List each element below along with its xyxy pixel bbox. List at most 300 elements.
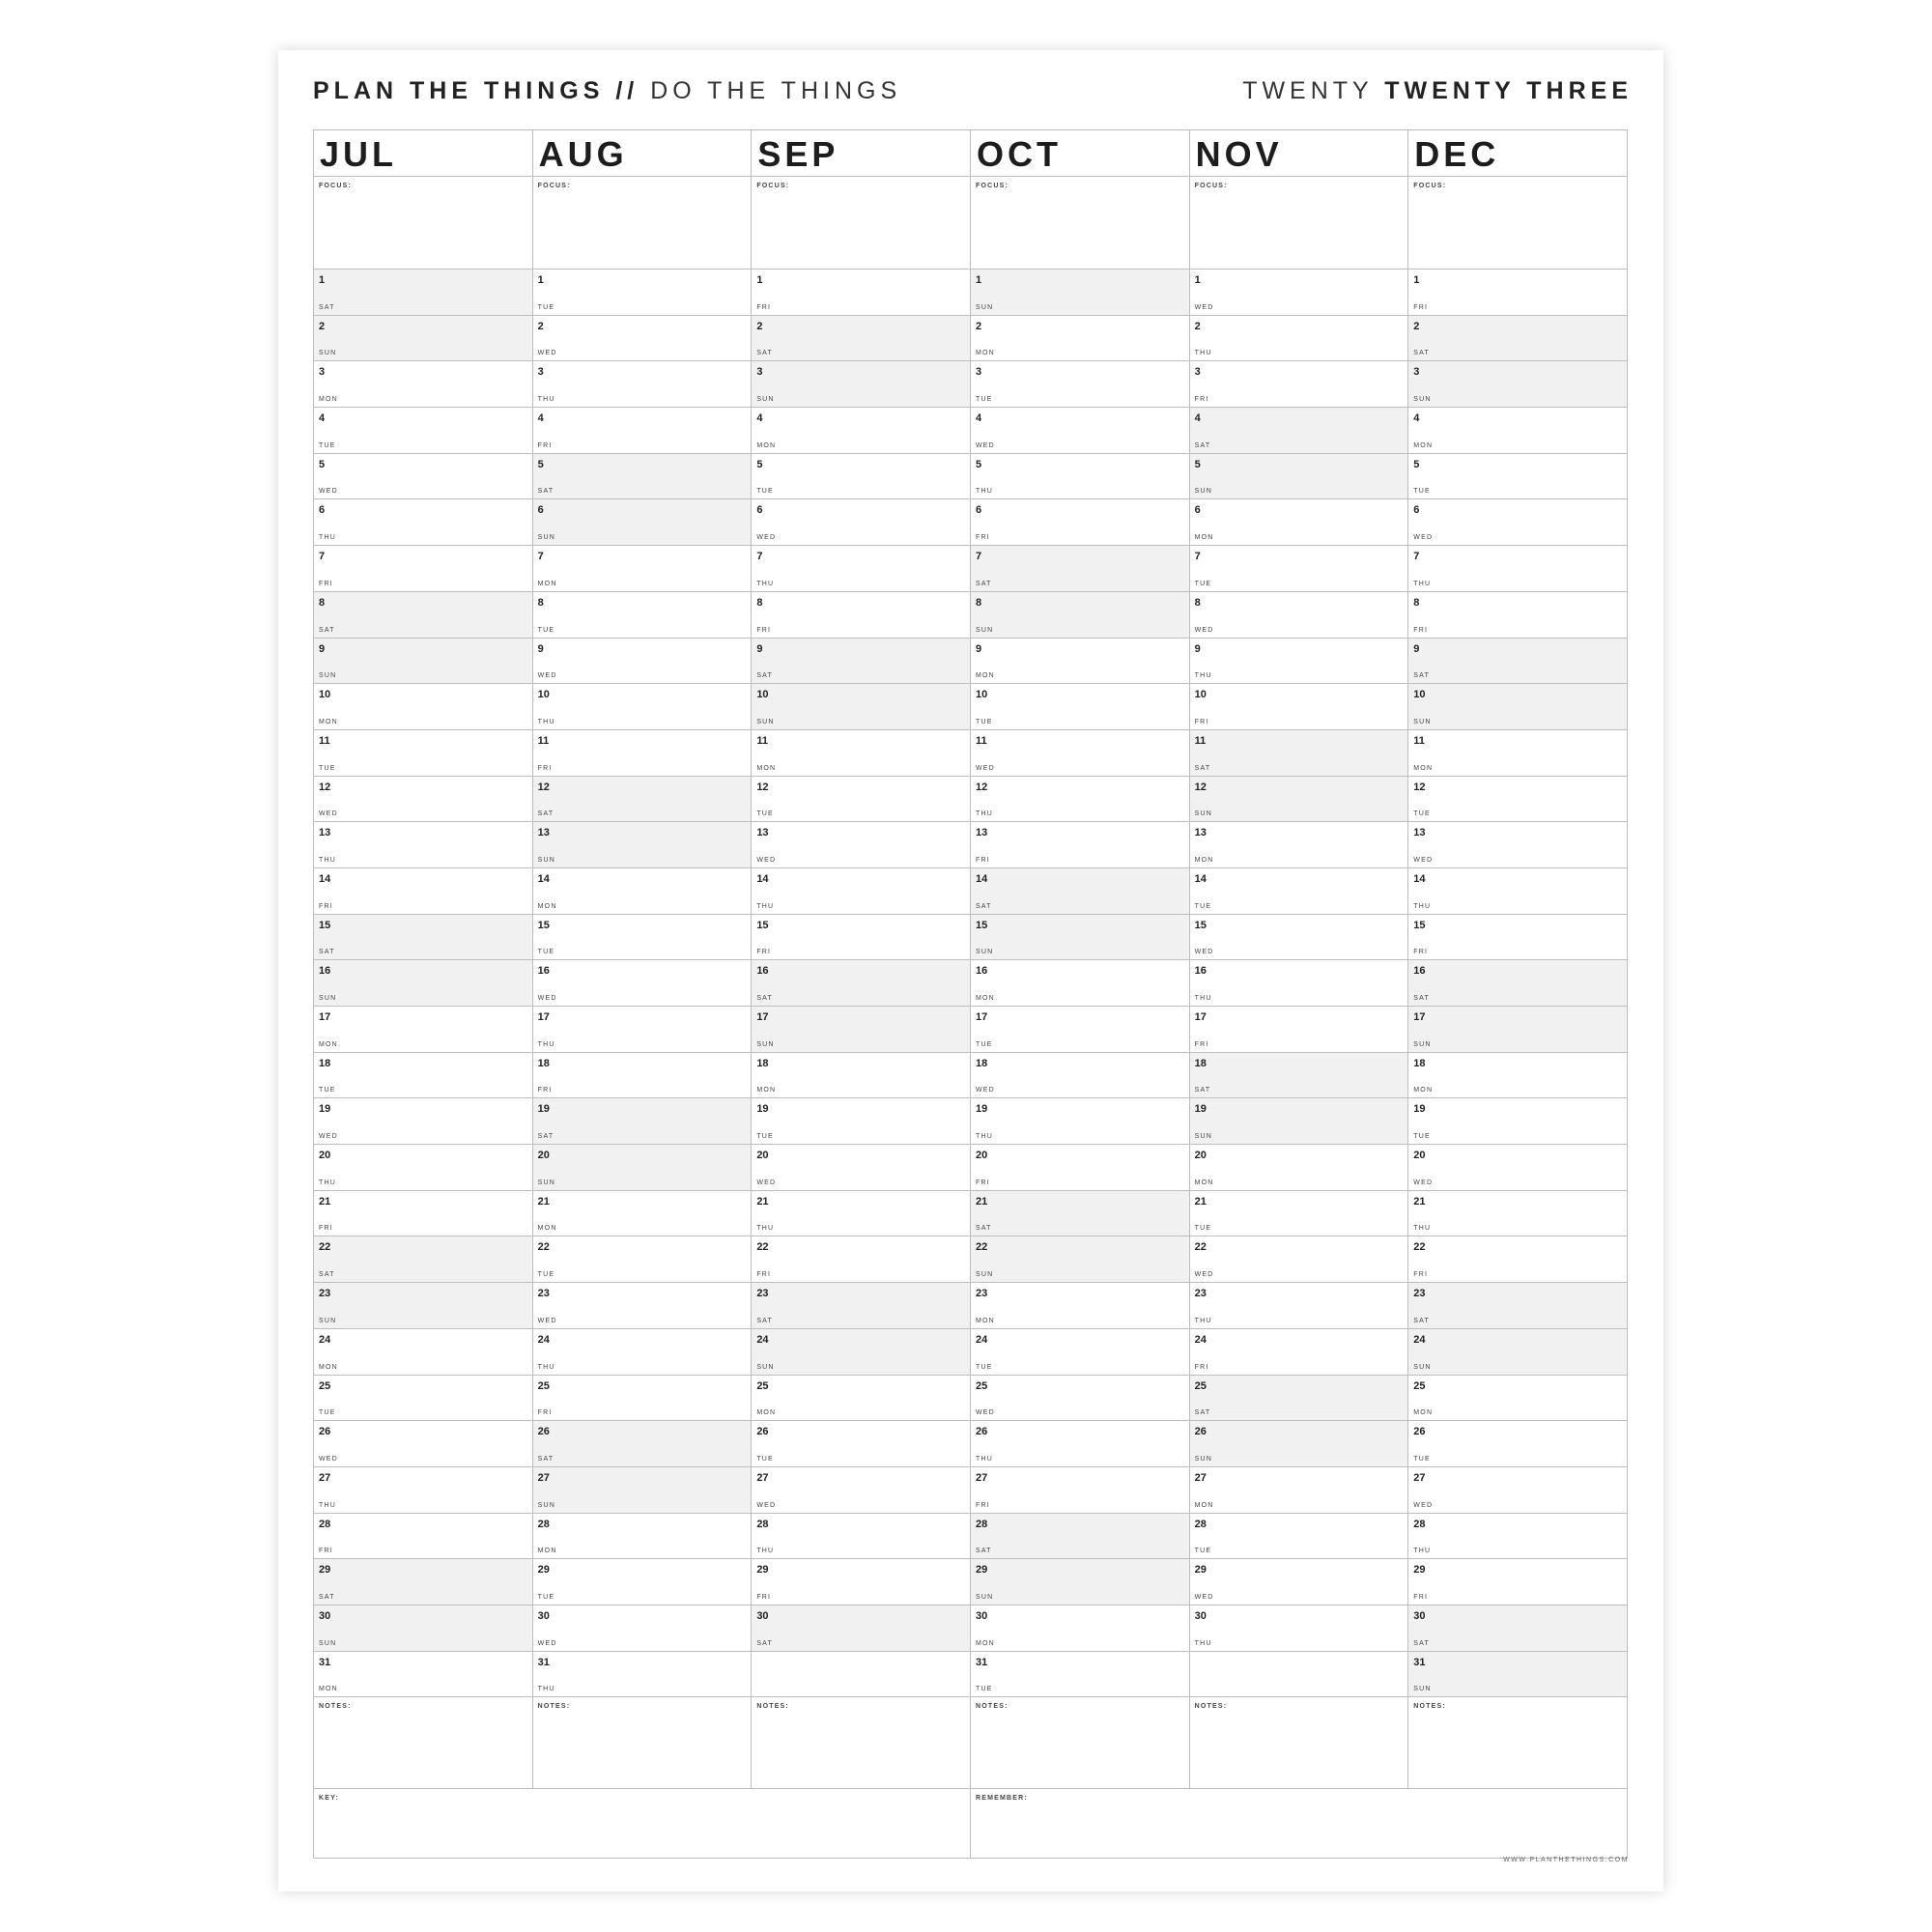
day-cell-oct-27[interactable]	[971, 1467, 1190, 1514]
day-number: 23	[756, 1288, 769, 1300]
weekday-label: SAT	[1413, 1639, 1430, 1647]
day-number: 25	[1413, 1379, 1426, 1392]
day-cell-jul-25[interactable]	[314, 1376, 533, 1422]
day-number: 2	[1194, 320, 1201, 332]
day-number: 1	[975, 274, 982, 286]
day-cell-oct-6[interactable]	[971, 499, 1190, 546]
day-cell-jul-28[interactable]	[314, 1514, 533, 1560]
day-cell-oct-26[interactable]	[971, 1421, 1190, 1467]
day-cell-sep-7[interactable]	[752, 546, 971, 592]
day-cell-oct-25[interactable]	[971, 1376, 1190, 1422]
day-cell-nov-18[interactable]	[1190, 1053, 1409, 1099]
day-cell-jul-16[interactable]	[314, 960, 533, 1007]
day-number: 11	[756, 734, 768, 747]
day-cell-sep-8[interactable]	[752, 592, 971, 639]
day-cell-dec-15[interactable]	[1408, 915, 1628, 961]
day-cell-sep-5[interactable]	[752, 454, 971, 500]
day-cell-aug-13[interactable]	[533, 822, 753, 868]
day-cell-oct-13[interactable]	[971, 822, 1190, 868]
day-number: 31	[319, 1656, 331, 1668]
weekday-label: MON	[975, 1317, 995, 1324]
day-cell-dec-16[interactable]	[1408, 960, 1628, 1007]
focus-box-oct[interactable]	[971, 177, 1190, 270]
footer-url: WWW.PLANTHETHINGS.COM	[1503, 1857, 1629, 1863]
day-cell-nov-9[interactable]	[1190, 639, 1409, 685]
day-number: 28	[1194, 1518, 1207, 1530]
day-cell-nov-27[interactable]	[1190, 1467, 1409, 1514]
day-cell-sep-24[interactable]	[752, 1329, 971, 1376]
day-cell-jul-3[interactable]	[314, 361, 533, 408]
weekday-label: TUE	[756, 1133, 774, 1141]
day-cell-dec-5[interactable]	[1408, 454, 1628, 500]
day-cell-jul-20[interactable]	[314, 1145, 533, 1191]
day-cell-sep-3[interactable]	[752, 361, 971, 408]
day-cell-aug-9[interactable]	[533, 639, 753, 685]
weekday-label: MON	[1194, 534, 1214, 542]
day-cell-aug-7[interactable]	[533, 546, 753, 592]
day-cell-sep-11[interactable]	[752, 730, 971, 777]
weekday-label: MON	[756, 441, 777, 449]
day-row	[314, 1191, 1628, 1237]
day-cell-jul-1[interactable]	[314, 270, 533, 316]
day-cell-oct-11[interactable]	[971, 730, 1190, 777]
day-cell-sep-1[interactable]	[752, 270, 971, 316]
weekday-label: THU	[537, 396, 555, 404]
notes-box-jul[interactable]	[314, 1697, 533, 1789]
day-cell-jul-4[interactable]	[314, 408, 533, 454]
day-cell-jul-27[interactable]	[314, 1467, 533, 1514]
day-cell-jul-26[interactable]	[314, 1421, 533, 1467]
day-cell-aug-18[interactable]	[533, 1053, 753, 1099]
weekday-label: MON	[1413, 441, 1434, 449]
day-cell-aug-19[interactable]	[533, 1098, 753, 1145]
day-number: 5	[537, 458, 544, 470]
day-number: 18	[975, 1057, 988, 1069]
day-number: 23	[537, 1288, 550, 1300]
day-cell-aug-4[interactable]	[533, 408, 753, 454]
day-cell-oct-3[interactable]	[971, 361, 1190, 408]
day-cell-sep-15[interactable]	[752, 915, 971, 961]
day-cell-jul-19[interactable]	[314, 1098, 533, 1145]
day-number: 17	[756, 1011, 769, 1023]
day-cell-dec-1[interactable]	[1408, 270, 1628, 316]
day-row	[314, 408, 1628, 454]
day-cell-jul-10[interactable]	[314, 684, 533, 730]
day-cell-sep-19[interactable]	[752, 1098, 971, 1145]
day-cell-sep-25[interactable]	[752, 1376, 971, 1422]
weekday-label: THU	[975, 1455, 993, 1463]
weekday-label: TUE	[1194, 902, 1212, 910]
day-cell-dec-14[interactable]	[1408, 868, 1628, 915]
day-cell-nov-13[interactable]	[1190, 822, 1409, 868]
day-cell-dec-29[interactable]	[1408, 1559, 1628, 1605]
day-cell-sep-18[interactable]	[752, 1053, 971, 1099]
notes-box-dec[interactable]	[1408, 1697, 1628, 1789]
day-number: 20	[319, 1150, 331, 1162]
day-cell-aug-15[interactable]	[533, 915, 753, 961]
day-cell-aug-26[interactable]	[533, 1421, 753, 1467]
day-cell-aug-31[interactable]	[533, 1652, 753, 1698]
day-cell-oct-1[interactable]	[971, 270, 1190, 316]
day-cell-dec-8[interactable]	[1408, 592, 1628, 639]
day-cell-nov-16[interactable]	[1190, 960, 1409, 1007]
weekday-label: THU	[1194, 672, 1212, 680]
weekday-label: FRI	[975, 1179, 990, 1186]
day-cell-oct-30[interactable]	[971, 1605, 1190, 1652]
day-cell-oct-15[interactable]	[971, 915, 1190, 961]
day-cell-nov-29[interactable]	[1190, 1559, 1409, 1605]
day-cell-jul-14[interactable]	[314, 868, 533, 915]
weekday-label: THU	[537, 1363, 555, 1371]
day-cell-jul-8[interactable]	[314, 592, 533, 639]
weekday-label: THU	[756, 580, 775, 587]
day-cell-aug-12[interactable]	[533, 777, 753, 823]
weekday-label: FRI	[319, 902, 333, 910]
day-cell-nov-3[interactable]	[1190, 361, 1409, 408]
day-cell-oct-9[interactable]	[971, 639, 1190, 685]
day-cell-dec-26[interactable]	[1408, 1421, 1628, 1467]
day-cell-oct-10[interactable]	[971, 684, 1190, 730]
day-cell-sep-6[interactable]	[752, 499, 971, 546]
key-box[interactable]	[314, 1789, 971, 1859]
day-number: 2	[319, 320, 326, 332]
day-cell-sep-10[interactable]	[752, 684, 971, 730]
focus-label: FOCUS:	[1413, 183, 1447, 189]
day-cell-nov-28[interactable]	[1190, 1514, 1409, 1560]
day-cell-aug-25[interactable]	[533, 1376, 753, 1422]
weekday-label: TUE	[319, 1409, 336, 1417]
day-cell-nov-11[interactable]	[1190, 730, 1409, 777]
day-cell-nov-6[interactable]	[1190, 499, 1409, 546]
day-cell-oct-7[interactable]	[971, 546, 1190, 592]
day-cell-aug-21[interactable]	[533, 1191, 753, 1237]
day-cell-aug-5[interactable]	[533, 454, 753, 500]
day-cell-aug-30[interactable]	[533, 1605, 753, 1652]
day-cell-dec-13[interactable]	[1408, 822, 1628, 868]
day-cell-dec-2[interactable]	[1408, 316, 1628, 362]
day-cell-jul-23[interactable]	[314, 1283, 533, 1329]
weekday-label: THU	[756, 1548, 775, 1555]
day-number: 19	[537, 1103, 550, 1116]
day-cell-sep-14[interactable]	[752, 868, 971, 915]
weekday-label: TUE	[319, 441, 336, 449]
weekday-label: SAT	[1413, 1317, 1430, 1324]
day-cell-aug-23[interactable]	[533, 1283, 753, 1329]
day-row	[314, 915, 1628, 961]
day-cell-oct-28[interactable]	[971, 1514, 1190, 1560]
day-cell-aug-22[interactable]	[533, 1236, 753, 1283]
day-cell-nov-5[interactable]	[1190, 454, 1409, 500]
weekday-label: SUN	[1413, 396, 1432, 404]
day-row	[314, 868, 1628, 915]
day-number: 2	[537, 320, 544, 332]
day-cell-dec-3[interactable]	[1408, 361, 1628, 408]
day-cell-sep-27[interactable]	[752, 1467, 971, 1514]
weekday-label: TUE	[756, 488, 774, 496]
weekday-label: WED	[1194, 1271, 1214, 1279]
day-cell-nov-15[interactable]	[1190, 915, 1409, 961]
day-cell-oct-18[interactable]	[971, 1053, 1190, 1099]
day-number: 1	[756, 274, 763, 286]
day-cell-dec-20[interactable]	[1408, 1145, 1628, 1191]
day-cell-aug-27[interactable]	[533, 1467, 753, 1514]
day-cell-aug-1[interactable]	[533, 270, 753, 316]
day-cell-oct-14[interactable]	[971, 868, 1190, 915]
day-cell-sep-29[interactable]	[752, 1559, 971, 1605]
focus-box-dec[interactable]	[1408, 177, 1628, 270]
day-cell-dec-10[interactable]	[1408, 684, 1628, 730]
day-cell-dec-30[interactable]	[1408, 1605, 1628, 1652]
weekday-label: SUN	[1413, 1686, 1432, 1693]
day-number: 12	[756, 781, 769, 793]
day-cell-aug-11[interactable]	[533, 730, 753, 777]
day-cell-jul-15[interactable]	[314, 915, 533, 961]
day-cell-sep-26[interactable]	[752, 1421, 971, 1467]
day-cell-dec-4[interactable]	[1408, 408, 1628, 454]
day-cell-sep-4[interactable]	[752, 408, 971, 454]
day-cell-nov-7[interactable]	[1190, 546, 1409, 592]
day-cell-oct-4[interactable]	[971, 408, 1190, 454]
day-cell-oct-31[interactable]	[971, 1652, 1190, 1698]
empty-day-cell	[752, 1652, 971, 1698]
day-cell-oct-20[interactable]	[971, 1145, 1190, 1191]
day-cell-jul-2[interactable]	[314, 316, 533, 362]
weekday-label: WED	[537, 1639, 557, 1647]
weekday-label: THU	[537, 1686, 555, 1693]
day-number: 12	[537, 781, 550, 793]
day-cell-nov-22[interactable]	[1190, 1236, 1409, 1283]
day-cell-jul-11[interactable]	[314, 730, 533, 777]
focus-box-nov[interactable]	[1190, 177, 1409, 270]
day-cell-oct-22[interactable]	[971, 1236, 1190, 1283]
day-cell-nov-24[interactable]	[1190, 1329, 1409, 1376]
day-cell-dec-28[interactable]	[1408, 1514, 1628, 1560]
day-cell-dec-27[interactable]	[1408, 1467, 1628, 1514]
day-cell-oct-5[interactable]	[971, 454, 1190, 500]
day-cell-jul-6[interactable]	[314, 499, 533, 546]
day-cell-sep-23[interactable]	[752, 1283, 971, 1329]
day-number: 22	[975, 1241, 988, 1254]
focus-box-jul[interactable]	[314, 177, 533, 270]
day-cell-oct-23[interactable]	[971, 1283, 1190, 1329]
month-header-jul	[314, 130, 533, 177]
notes-box-sep[interactable]	[752, 1697, 971, 1789]
day-cell-sep-20[interactable]	[752, 1145, 971, 1191]
day-cell-sep-16[interactable]	[752, 960, 971, 1007]
day-cell-aug-2[interactable]	[533, 316, 753, 362]
day-cell-jul-30[interactable]	[314, 1605, 533, 1652]
weekday-label: THU	[537, 718, 555, 725]
day-number: 5	[756, 458, 763, 470]
day-cell-jul-22[interactable]	[314, 1236, 533, 1283]
day-cell-oct-2[interactable]	[971, 316, 1190, 362]
weekday-label: FRI	[756, 949, 772, 956]
day-cell-dec-21[interactable]	[1408, 1191, 1628, 1237]
day-number: 14	[1194, 872, 1207, 885]
day-cell-oct-8[interactable]	[971, 592, 1190, 639]
weekday-label: MON	[319, 1686, 338, 1693]
day-row	[314, 1652, 1628, 1698]
day-cell-nov-4[interactable]	[1190, 408, 1409, 454]
weekday-label: THU	[319, 1179, 336, 1186]
day-cell-jul-21[interactable]	[314, 1191, 533, 1237]
weekday-label: SUN	[537, 1179, 556, 1186]
day-cell-jul-24[interactable]	[314, 1329, 533, 1376]
day-cell-jul-29[interactable]	[314, 1559, 533, 1605]
weekday-label: THU	[319, 534, 336, 542]
day-cell-nov-26[interactable]	[1190, 1421, 1409, 1467]
day-row	[314, 546, 1628, 592]
day-cell-aug-14[interactable]	[533, 868, 753, 915]
day-cell-sep-28[interactable]	[752, 1514, 971, 1560]
day-cell-nov-21[interactable]	[1190, 1191, 1409, 1237]
day-cell-aug-17[interactable]	[533, 1007, 753, 1053]
day-cell-oct-12[interactable]	[971, 777, 1190, 823]
day-cell-aug-10[interactable]	[533, 684, 753, 730]
day-number: 29	[1413, 1564, 1426, 1577]
day-cell-sep-9[interactable]	[752, 639, 971, 685]
day-cell-dec-18[interactable]	[1408, 1053, 1628, 1099]
day-cell-nov-8[interactable]	[1190, 592, 1409, 639]
day-number: 7	[319, 551, 326, 563]
notes-box-oct[interactable]	[971, 1697, 1190, 1789]
day-cell-oct-21[interactable]	[971, 1191, 1190, 1237]
day-number: 17	[975, 1011, 988, 1023]
weekday-label: SAT	[319, 1271, 335, 1279]
day-cell-jul-5[interactable]	[314, 454, 533, 500]
day-number: 7	[975, 551, 982, 563]
day-cell-nov-23[interactable]	[1190, 1283, 1409, 1329]
day-cell-jul-9[interactable]	[314, 639, 533, 685]
day-cell-dec-22[interactable]	[1408, 1236, 1628, 1283]
focus-box-aug[interactable]	[533, 177, 753, 270]
day-number: 31	[537, 1656, 550, 1668]
day-number: 18	[537, 1057, 550, 1069]
day-number: 9	[975, 642, 982, 655]
weekday-label: THU	[319, 856, 336, 864]
focus-label: FOCUS:	[756, 183, 790, 189]
day-number: 19	[1194, 1103, 1207, 1116]
weekday-label: MON	[1413, 1409, 1434, 1417]
day-cell-nov-20[interactable]	[1190, 1145, 1409, 1191]
day-cell-dec-11[interactable]	[1408, 730, 1628, 777]
month-name: AUG	[538, 134, 628, 174]
weekday-label: FRI	[756, 1271, 772, 1279]
day-cell-aug-28[interactable]	[533, 1514, 753, 1560]
day-cell-jul-13[interactable]	[314, 822, 533, 868]
day-cell-nov-14[interactable]	[1190, 868, 1409, 915]
weekday-label: SAT	[975, 1548, 992, 1555]
weekday-label: SUN	[1413, 1363, 1432, 1371]
day-number: 16	[537, 965, 550, 978]
day-cell-oct-19[interactable]	[971, 1098, 1190, 1145]
weekday-label: FRI	[537, 441, 553, 449]
day-cell-oct-16[interactable]	[971, 960, 1190, 1007]
day-cell-sep-22[interactable]	[752, 1236, 971, 1283]
day-number: 12	[1194, 781, 1207, 793]
weekday-label: THU	[319, 1501, 336, 1509]
weekday-label: FRI	[1413, 949, 1429, 956]
day-cell-nov-2[interactable]	[1190, 316, 1409, 362]
day-cell-jul-17[interactable]	[314, 1007, 533, 1053]
day-number: 11	[975, 734, 987, 747]
day-number: 30	[756, 1609, 769, 1622]
day-cell-aug-29[interactable]	[533, 1559, 753, 1605]
day-number: 22	[537, 1241, 550, 1254]
day-number: 3	[1194, 366, 1201, 379]
day-cell-jul-31[interactable]	[314, 1652, 533, 1698]
focus-box-sep[interactable]	[752, 177, 971, 270]
day-number: 8	[1194, 596, 1201, 609]
day-cell-sep-21[interactable]	[752, 1191, 971, 1237]
day-cell-dec-31[interactable]	[1408, 1652, 1628, 1698]
day-cell-aug-24[interactable]	[533, 1329, 753, 1376]
day-cell-jul-7[interactable]	[314, 546, 533, 592]
day-cell-nov-12[interactable]	[1190, 777, 1409, 823]
day-cell-dec-23[interactable]	[1408, 1283, 1628, 1329]
day-cell-sep-17[interactable]	[752, 1007, 971, 1053]
day-cell-sep-30[interactable]	[752, 1605, 971, 1652]
day-cell-nov-17[interactable]	[1190, 1007, 1409, 1053]
day-cell-dec-9[interactable]	[1408, 639, 1628, 685]
day-number: 29	[537, 1564, 550, 1577]
day-cell-dec-17[interactable]	[1408, 1007, 1628, 1053]
notes-box-aug[interactable]	[533, 1697, 753, 1789]
day-cell-nov-19[interactable]	[1190, 1098, 1409, 1145]
day-cell-dec-24[interactable]	[1408, 1329, 1628, 1376]
day-cell-aug-16[interactable]	[533, 960, 753, 1007]
day-cell-jul-18[interactable]	[314, 1053, 533, 1099]
day-number: 8	[319, 596, 326, 609]
day-number: 13	[1413, 827, 1426, 839]
day-cell-oct-29[interactable]	[971, 1559, 1190, 1605]
day-cell-nov-10[interactable]	[1190, 684, 1409, 730]
weekday-label: THU	[975, 1133, 993, 1141]
day-cell-aug-6[interactable]	[533, 499, 753, 546]
day-cell-jul-12[interactable]	[314, 777, 533, 823]
day-cell-sep-2[interactable]	[752, 316, 971, 362]
notes-box-nov[interactable]	[1190, 1697, 1409, 1789]
day-cell-dec-25[interactable]	[1408, 1376, 1628, 1422]
weekday-label: TUE	[756, 1455, 774, 1463]
day-number: 3	[975, 366, 982, 379]
day-cell-nov-25[interactable]	[1190, 1376, 1409, 1422]
day-cell-aug-8[interactable]	[533, 592, 753, 639]
day-row	[314, 684, 1628, 730]
day-cell-sep-13[interactable]	[752, 822, 971, 868]
day-cell-aug-3[interactable]	[533, 361, 753, 408]
day-cell-oct-24[interactable]	[971, 1329, 1190, 1376]
day-cell-oct-17[interactable]	[971, 1007, 1190, 1053]
day-cell-nov-30[interactable]	[1190, 1605, 1409, 1652]
day-cell-dec-19[interactable]	[1408, 1098, 1628, 1145]
day-cell-dec-7[interactable]	[1408, 546, 1628, 592]
weekday-label: SUN	[319, 1317, 337, 1324]
day-number: 17	[1194, 1011, 1207, 1023]
day-number: 15	[1194, 919, 1207, 931]
month-header-row	[314, 130, 1628, 177]
weekday-label: MON	[975, 1639, 995, 1647]
day-cell-dec-12[interactable]	[1408, 777, 1628, 823]
day-cell-aug-20[interactable]	[533, 1145, 753, 1191]
day-cell-sep-12[interactable]	[752, 777, 971, 823]
day-cell-nov-1[interactable]	[1190, 270, 1409, 316]
remember-box[interactable]	[971, 1789, 1628, 1859]
day-cell-dec-6[interactable]	[1408, 499, 1628, 546]
month-name: DEC	[1414, 134, 1500, 174]
day-row	[314, 270, 1628, 316]
weekday-label: FRI	[1194, 718, 1209, 725]
